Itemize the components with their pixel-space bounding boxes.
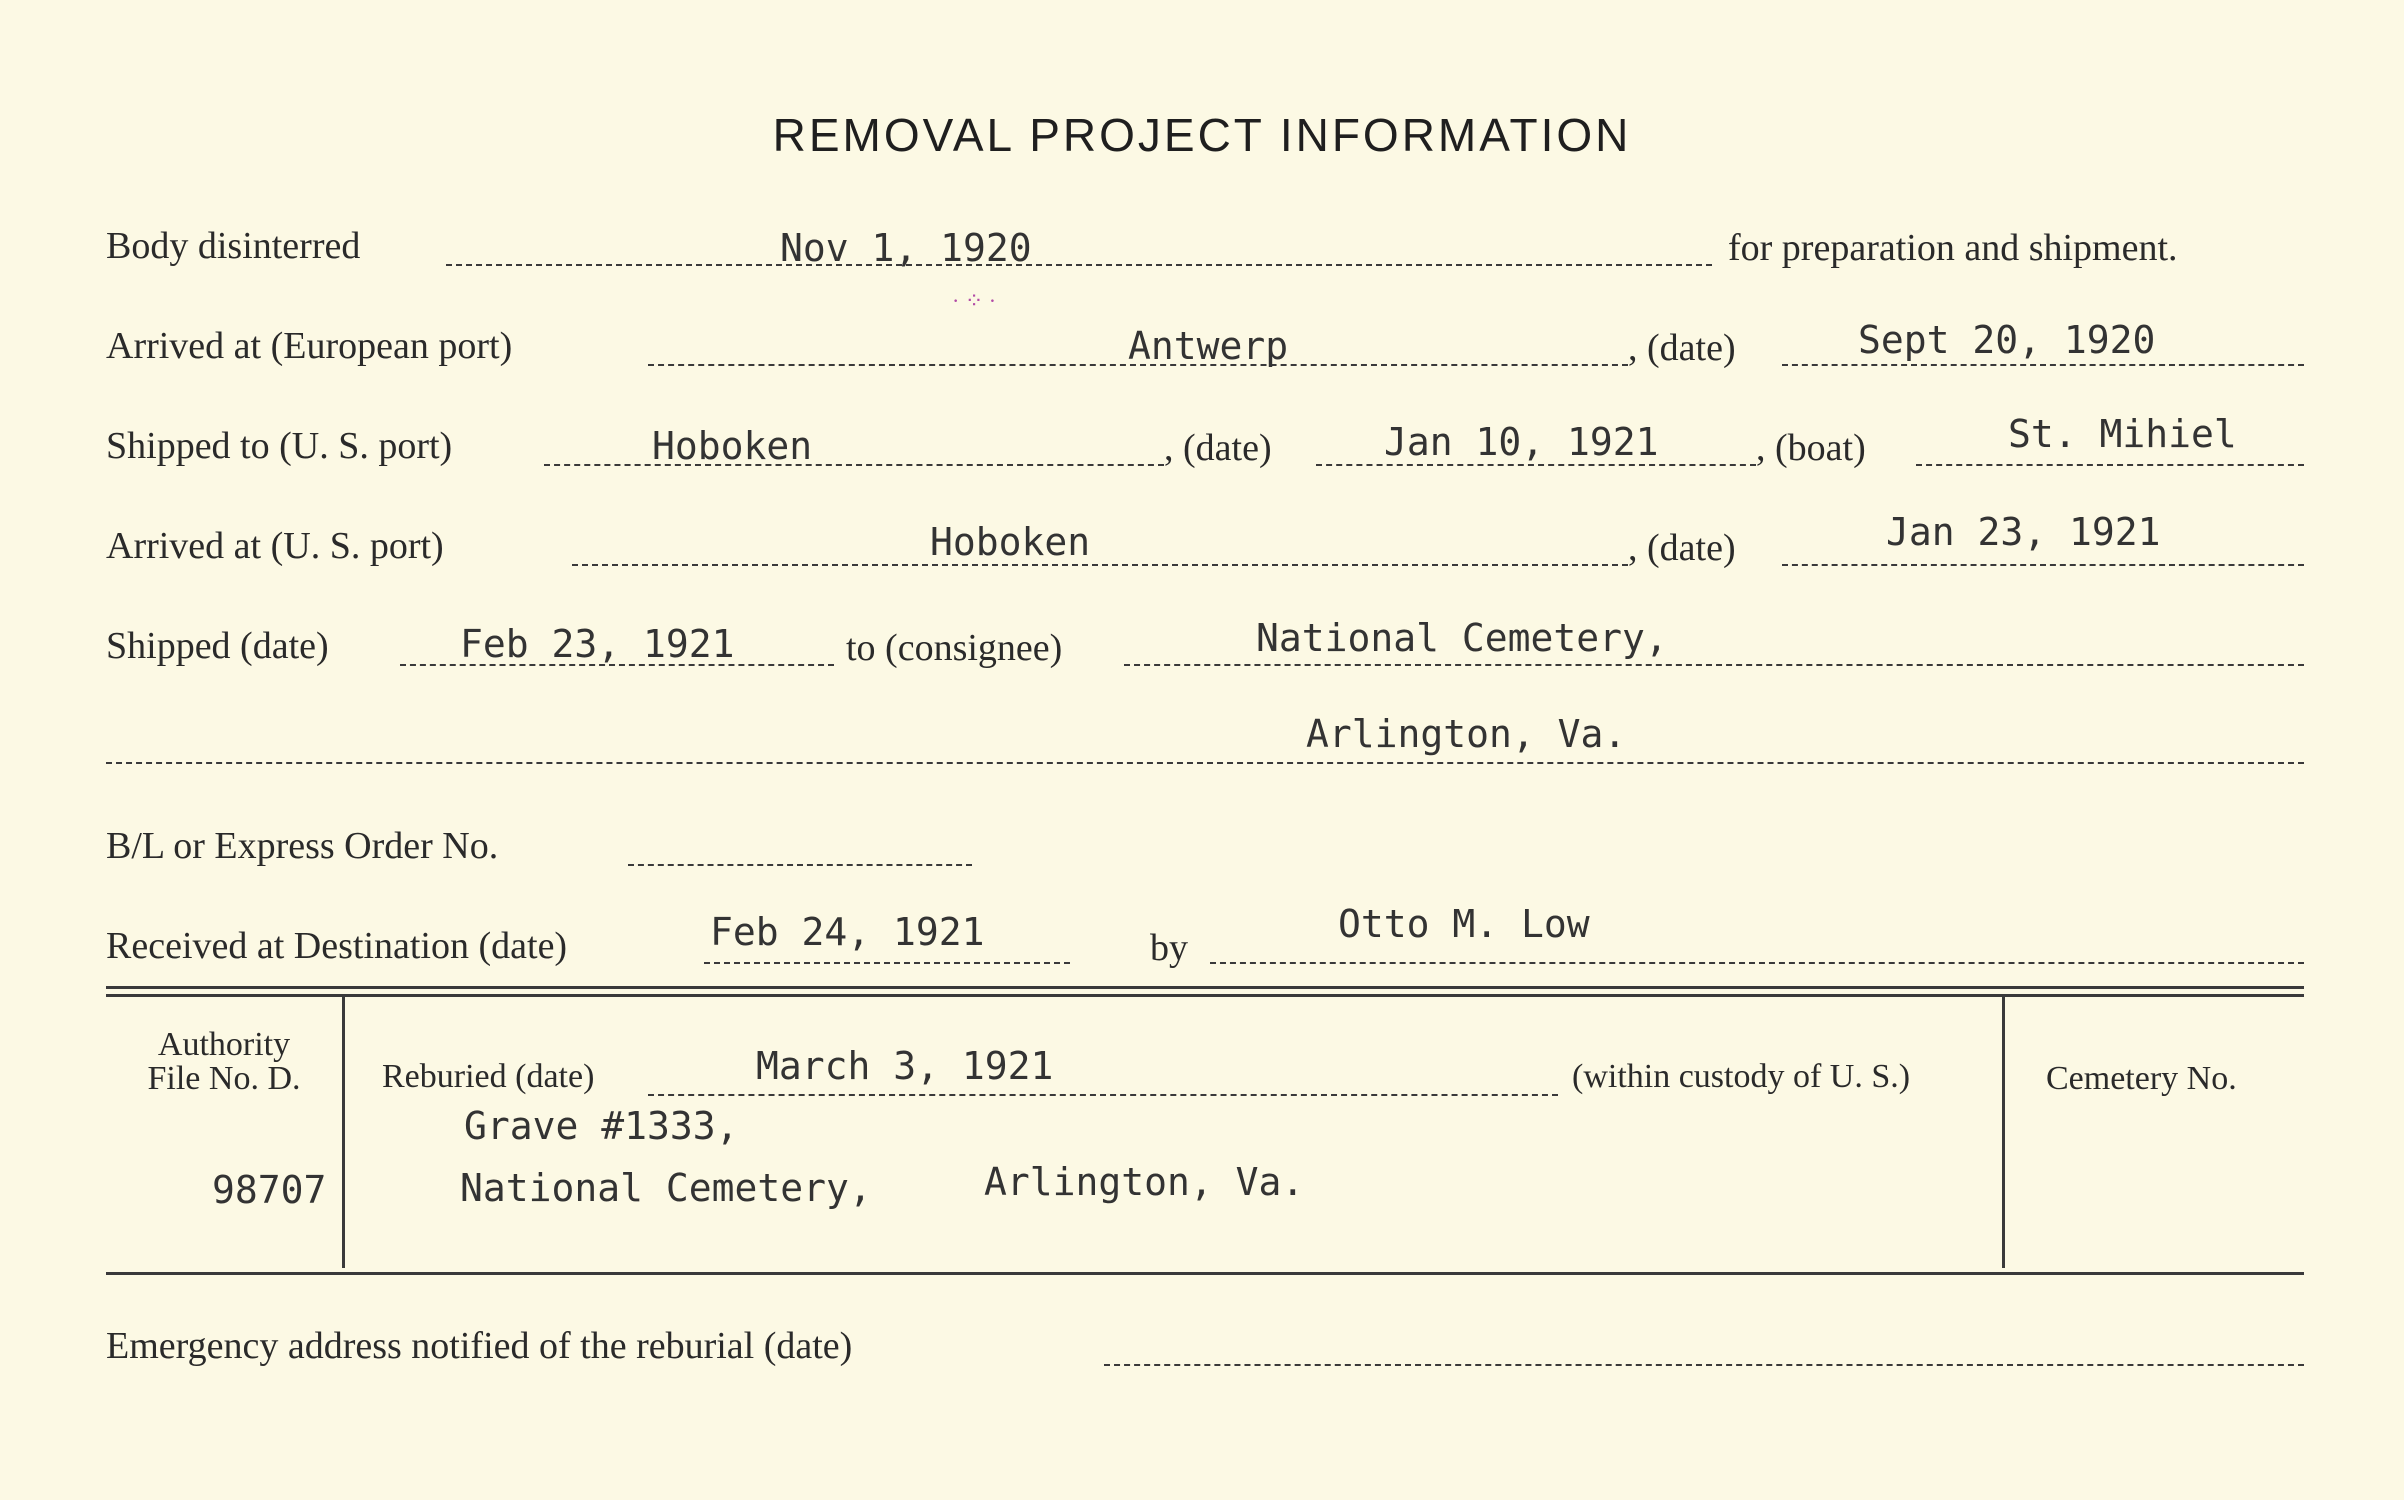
shipped-us-boat: St. Mihiel	[2008, 412, 2237, 456]
shipped-us-date-label: , (date)	[1164, 427, 1272, 469]
reburied-date-line	[648, 1094, 1558, 1096]
authority-label-line2: File No. D.	[147, 1060, 301, 1097]
arrived-european-date: Sept 20, 1920	[1858, 318, 2156, 362]
custody-note: (within custody of U. S.)	[1572, 1058, 1911, 1095]
shipped-us-date: Jan 10, 1921	[1384, 420, 1659, 464]
consignee-line1: National Cemetery,	[1256, 616, 1668, 660]
arrived-us-label: Arrived at (U. S. port)	[106, 525, 444, 567]
shipped-date-label: Shipped (date)	[106, 625, 329, 667]
arrived-european-date-label: , (date)	[1628, 327, 1736, 369]
authority-label-line1: Authority	[157, 1026, 291, 1063]
box-bottom-rule	[106, 1272, 2304, 1275]
shipped-us-boat-line	[1916, 464, 2304, 466]
form-title: REMOVAL PROJECT INFORMATION	[772, 109, 1632, 161]
shipped-us-label: Shipped to (U. S. port)	[106, 425, 453, 467]
consignee-line	[1124, 664, 2304, 666]
emergency-line	[1104, 1364, 2304, 1366]
received-date: Feb 24, 1921	[710, 910, 985, 954]
arrived-us-date: Jan 23, 1921	[1886, 510, 2161, 554]
shipped-date: Feb 23, 1921	[460, 622, 735, 666]
shipped-us-port: Hoboken	[652, 424, 813, 468]
arrived-us-line	[572, 564, 1628, 566]
received-by-line	[1210, 962, 2304, 964]
body-disinterred-label: Body disinterred	[106, 225, 361, 267]
arrived-us-date-line	[1782, 564, 2304, 566]
consignee-continuation-line	[106, 762, 2304, 764]
reburial-location: Arlington, Va.	[984, 1160, 1305, 1204]
reburied-label: Reburied (date)	[382, 1058, 595, 1095]
received-date-line	[704, 962, 1070, 964]
cemetery-no-label: Cemetery No.	[2046, 1060, 2237, 1097]
consignee-label: to (consignee)	[846, 627, 1063, 669]
arrived-us-port: Hoboken	[930, 520, 1091, 564]
received-by-label: by	[1150, 927, 1188, 969]
reburial-cemetery: National Cemetery,	[460, 1166, 872, 1210]
consignee-line2: Arlington, Va.	[1306, 712, 1627, 756]
ink-stamp-mark: · ⁘ ·	[952, 288, 997, 313]
arrived-us-date-label: , (date)	[1628, 527, 1736, 569]
authority-file-number: 98707	[212, 1168, 327, 1212]
shipped-us-port-line	[544, 464, 1164, 466]
bl-label: B/L or Express Order No.	[106, 825, 499, 867]
received-by: Otto M. Low	[1338, 902, 1590, 946]
box-top-rule-2	[106, 994, 2304, 997]
grave-number: Grave #1333,	[464, 1104, 739, 1148]
box-divider-right	[2002, 996, 2005, 1268]
box-divider-left	[342, 996, 345, 1268]
shipped-us-boat-label: , (boat)	[1756, 427, 1866, 469]
shipped-us-date-line	[1316, 464, 1756, 466]
arrived-european-date-line	[1782, 364, 2304, 366]
bl-line	[628, 864, 972, 866]
body-disinterred-line	[446, 264, 1712, 266]
reburied-date: March 3, 1921	[756, 1044, 1054, 1088]
arrived-european-label: Arrived at (European port)	[106, 325, 513, 367]
arrived-european-port: Antwerp	[1128, 324, 1289, 368]
received-label: Received at Destination (date)	[106, 925, 568, 967]
box-top-rule-1	[106, 986, 2304, 989]
emergency-label: Emergency address notified of the reburial (date)	[106, 1325, 853, 1367]
body-disinterred-suffix: for preparation and shipment.	[1728, 227, 2178, 269]
body-disinterred-value: Nov 1, 1920	[780, 226, 1032, 270]
